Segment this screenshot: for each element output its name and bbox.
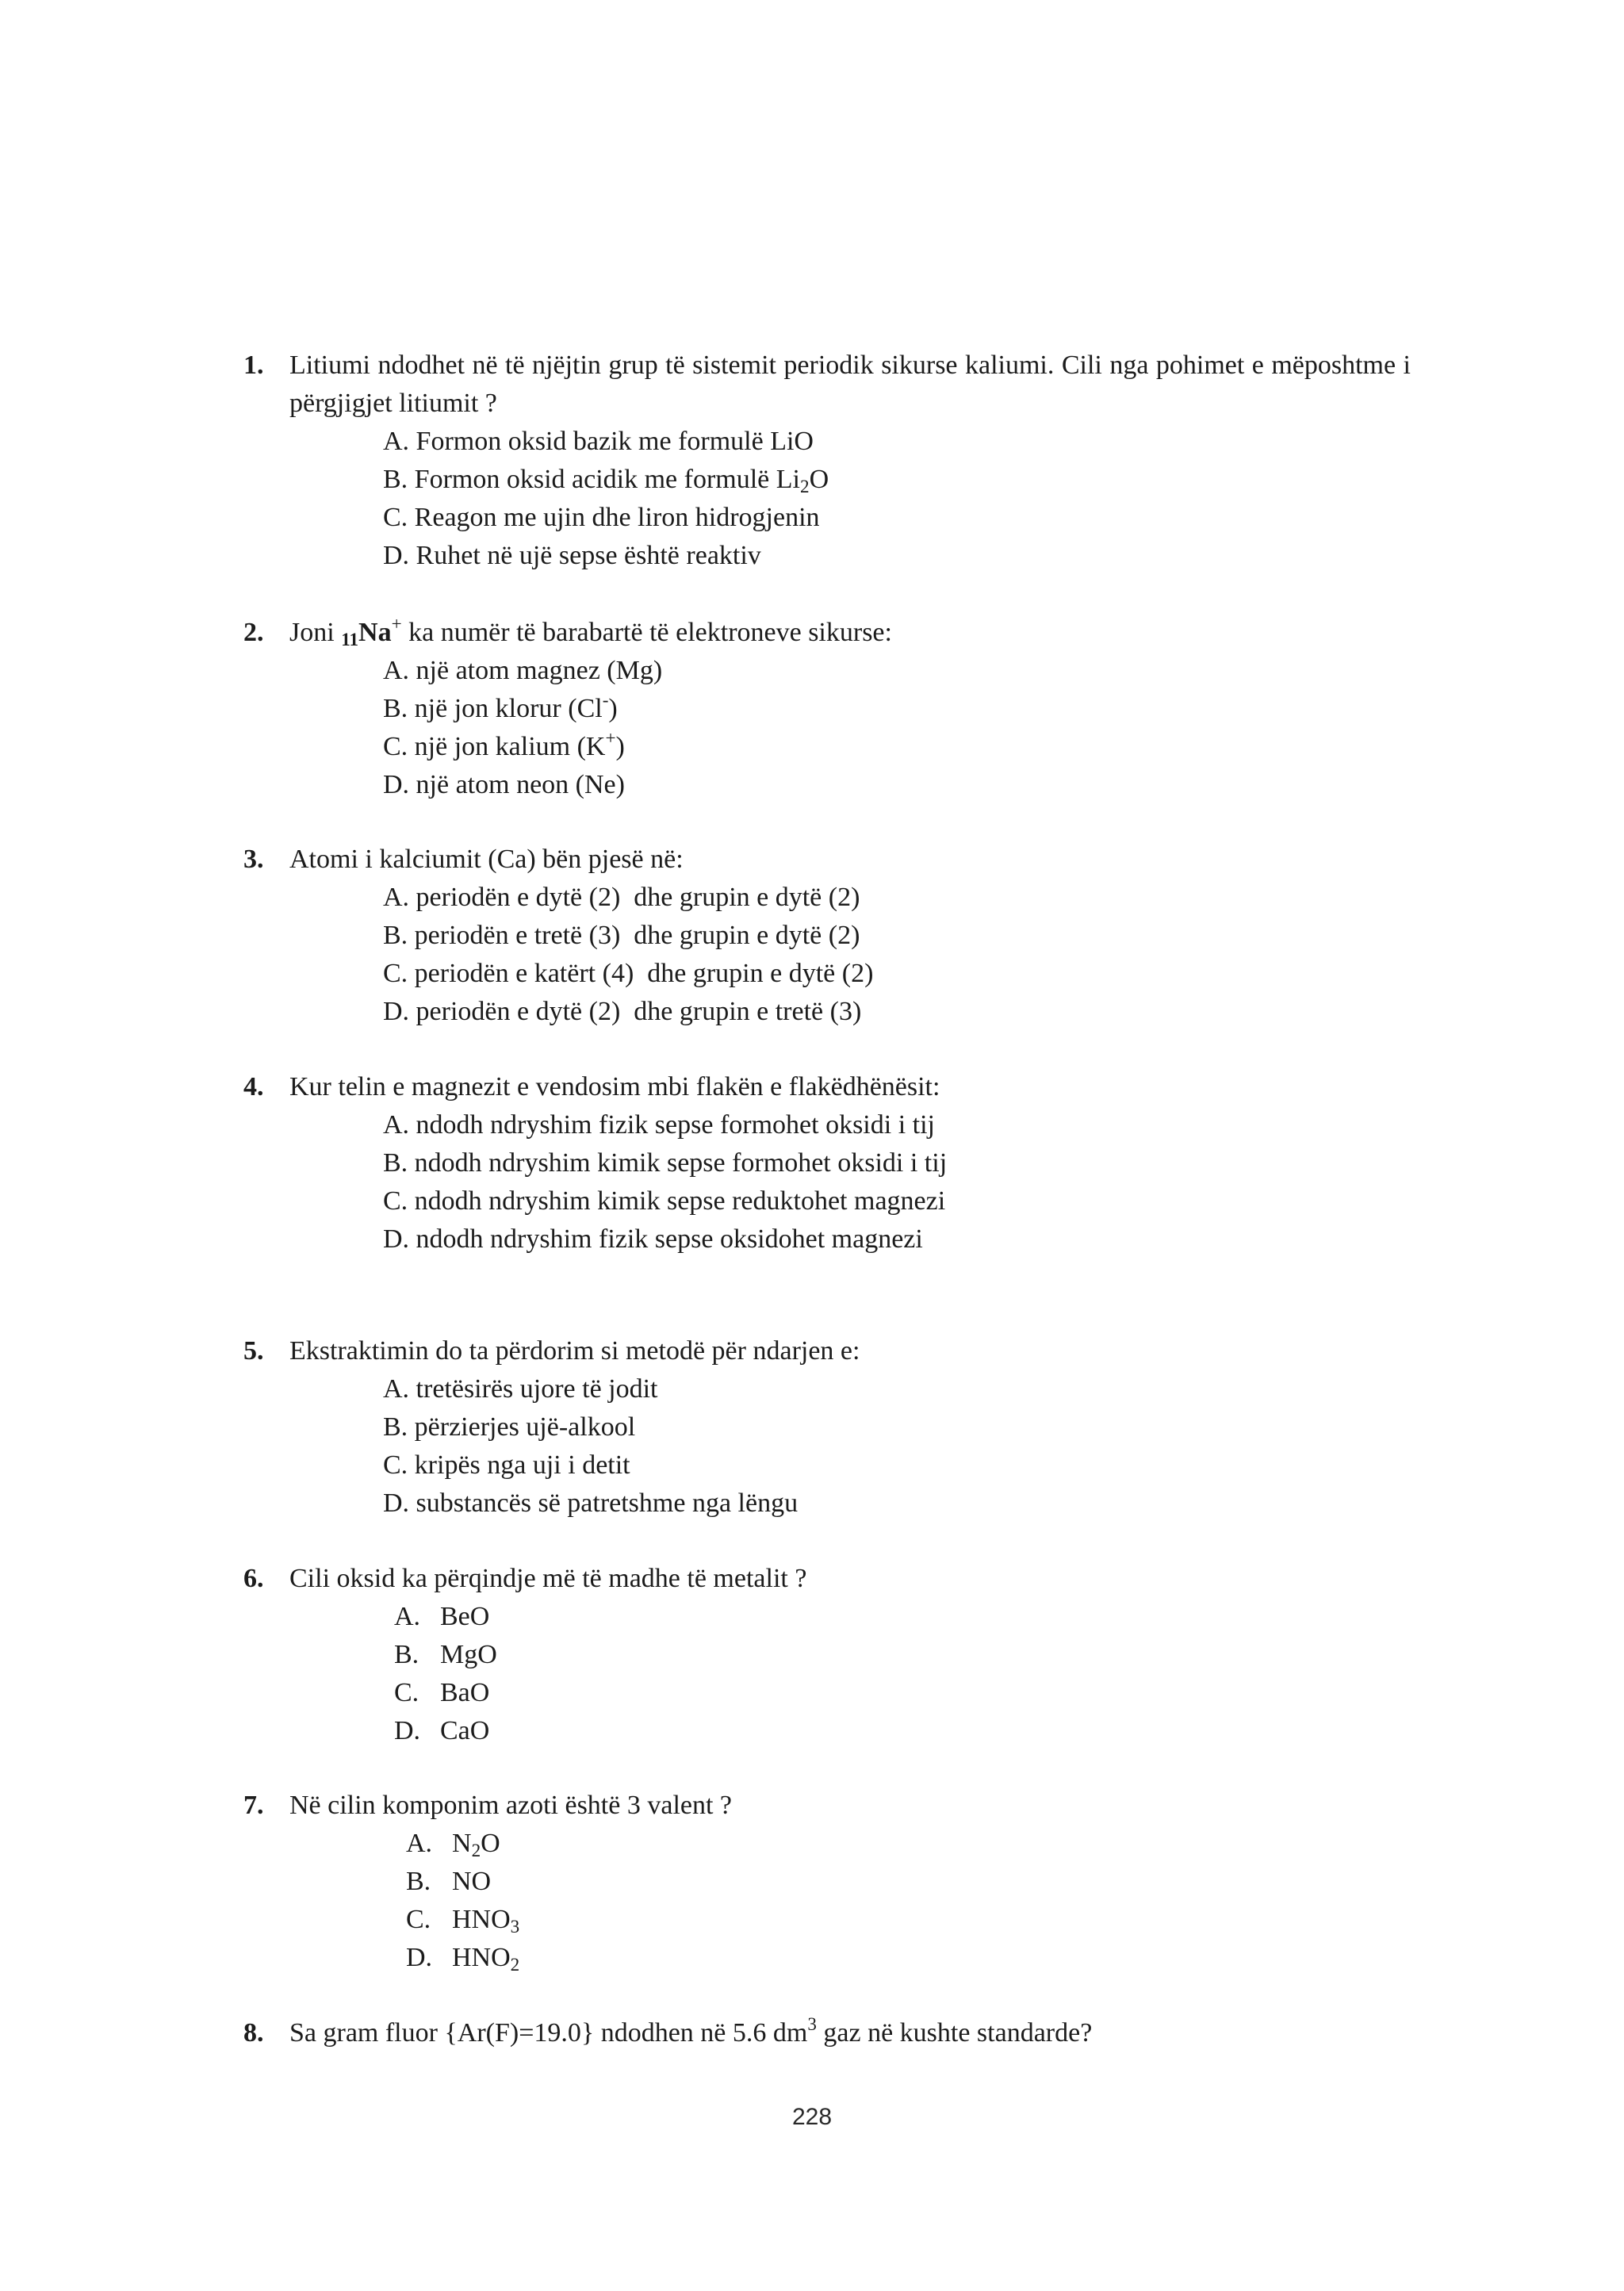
question-1: [243, 347, 1411, 575]
option-a[interactable]: A. periodën e dytë (2) dhe grupin e dytë (2): [383, 883, 860, 912]
option-a[interactable]: A. tretësirës ujore të jodit: [383, 1374, 658, 1404]
question-stem: Cili oksid ka përqindje më të madhe të metalit ?: [289, 1564, 807, 1593]
question-number: 6.: [243, 1564, 264, 1593]
option-a[interactable]: A. Formon oksid bazik me formulë LiO: [383, 427, 814, 456]
page-number: 228: [791, 2104, 833, 2130]
option-list: [243, 1106, 1411, 1259]
question-number: 5.: [243, 1336, 264, 1366]
option-list: [243, 1370, 1411, 1523]
option-a[interactable]: A. $N_2O$: [406, 1829, 500, 1861]
question-number: 7.: [243, 1791, 264, 1820]
option-b[interactable]: B. MgO: [394, 1640, 497, 1669]
option-list: [243, 423, 1411, 575]
question-6: [243, 1560, 1411, 1750]
question-2: [243, 614, 1411, 804]
option-c[interactable]: C. ndodh ndryshim kimik sepse reduktohet magnezi: [383, 1186, 946, 1216]
option-a[interactable]: A. BeO: [394, 1602, 490, 1631]
option-c[interactable]: C. Reagon me ujin dhe liron hidrogjenin: [383, 503, 820, 532]
option-b[interactable]: B. NO: [406, 1867, 492, 1896]
question-number: 3.: [243, 845, 264, 874]
option-d[interactable]: D. substancës së patretshme nga lëngu: [383, 1488, 799, 1518]
option-d[interactable]: D. Ruhet në ujë sepse është reaktiv: [383, 541, 761, 570]
option-d[interactable]: D. një atom neon (Ne): [383, 770, 625, 799]
option-d[interactable]: D. ndodh ndryshim fizik sepse oksidohet magnezi: [383, 1224, 923, 1254]
question-7: [243, 1787, 1411, 1977]
option-d[interactable]: D. CaO: [394, 1716, 490, 1745]
question-stem: Kur telin e magnezit e vendosim mbi flakën e flakëdhënësit:: [289, 1072, 940, 1101]
question-number: 1.: [243, 351, 264, 380]
question-stem: Atomi i kalciumit (Ca) bën pjesë në:: [289, 845, 684, 874]
question-stem: Sa gram fluor {Ar(F)=19.0} ndodhen në 5.6 $dm^3$ gaz në kushte standarde?: [289, 2014, 1093, 2048]
question-stem: Litiumi ndodhet në të njëjtin grup të sistemit periodik sikurse kaliumi. Cili nga pohimet e mëposhtme i përgjigjet litiumit ?: [289, 351, 1411, 418]
option-b[interactable]: B. Formon oksid acidik me formulë $Li_2O$: [383, 465, 829, 497]
question-number: 8.: [243, 2018, 264, 2048]
question-4: [243, 1068, 1411, 1259]
option-c[interactable]: C. BaO: [394, 1678, 490, 1707]
option-list: [243, 1598, 1411, 1750]
option-d[interactable]: D. $HNO_2$: [406, 1943, 520, 1975]
option-b[interactable]: B. ndodh ndryshim kimik sepse formohet oksidi i tij: [383, 1148, 948, 1178]
option-a[interactable]: A. ndodh ndryshim fizik sepse formohet oksidi i tij: [383, 1110, 935, 1140]
option-b[interactable]: B. periodën e tretë (3) dhe grupin e dytë (2): [383, 921, 860, 950]
question-stem: Në cilin komponim azoti është 3 valent ?: [289, 1791, 733, 1820]
option-d[interactable]: D. periodën e dytë (2) dhe grupin e tretë (3): [383, 997, 862, 1026]
option-c[interactable]: C. një jon kalium (K+): [383, 728, 625, 761]
option-list: [243, 1825, 1411, 1977]
question-5: [243, 1332, 1411, 1523]
option-a[interactable]: A. një atom magnez (Mg): [383, 656, 663, 685]
question-number: 4.: [243, 1072, 264, 1101]
question-8: [243, 2014, 1411, 2052]
question-number: 2.: [243, 618, 264, 647]
option-b[interactable]: B. një jon klorur (Cl-): [383, 690, 618, 723]
option-list: [243, 652, 1411, 804]
question-3: [243, 841, 1411, 1031]
option-c[interactable]: C. periodën e katërt (4) dhe grupin e dytë (2): [383, 959, 874, 988]
option-c[interactable]: C. $HNO_3$: [406, 1905, 520, 1937]
question-stem: Joni $_{11}$Na+ ka numër të barabartë të elektroneve sikurse:: [289, 614, 892, 650]
option-b[interactable]: B. përzierjes ujë-alkool: [383, 1412, 636, 1442]
option-c[interactable]: C. kripës nga uji i detit: [383, 1450, 630, 1480]
question-stem: Ekstraktimin do ta përdorim si metodë për ndarjen e:: [289, 1336, 860, 1366]
option-list: [243, 879, 1411, 1031]
